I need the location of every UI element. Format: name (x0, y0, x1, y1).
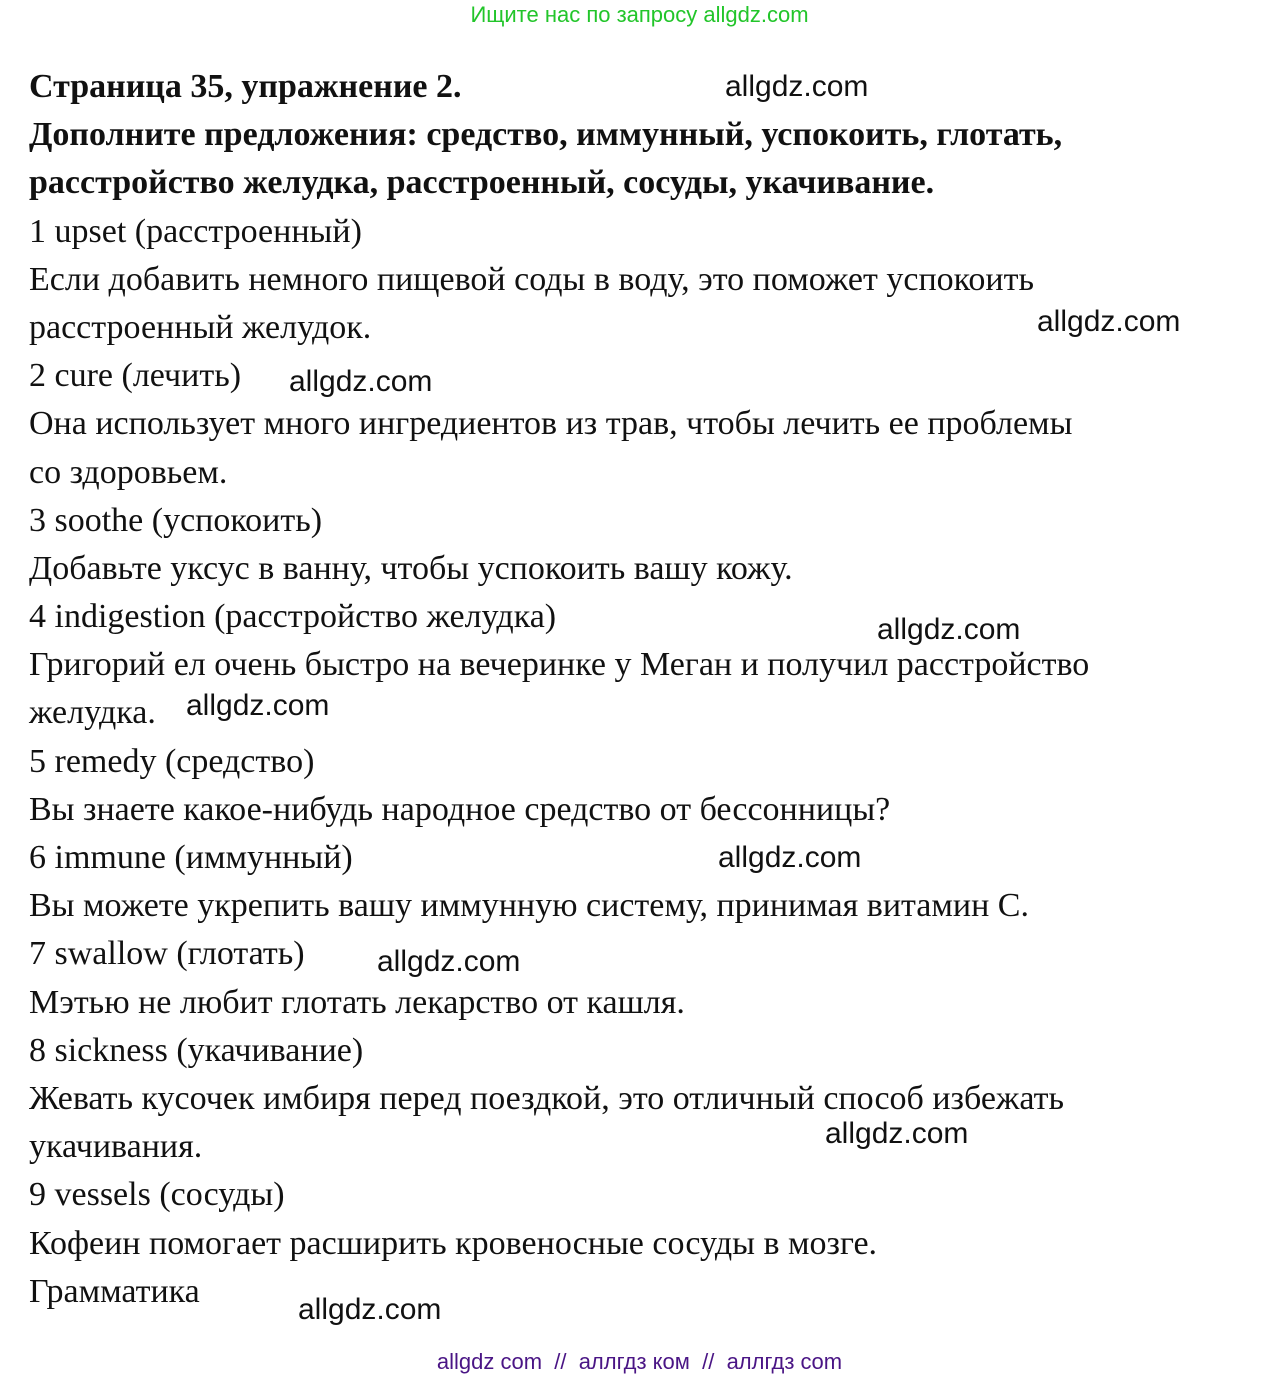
watermark: allgdz.com (186, 689, 330, 722)
watermark: allgdz.com (377, 945, 521, 978)
text-line: Вы можете укрепить вашу иммунную систему, принимая витамин C. (29, 887, 1029, 925)
heading-line: Дополните предложения: средство, иммунный, успокоить, глотать, (29, 116, 1063, 154)
text-line: 7 swallow (глотать) (29, 935, 305, 973)
text-line: со здоровьем. (29, 453, 228, 491)
watermark: allgdz.com (1037, 305, 1181, 338)
top-banner-link[interactable]: Ищите нас по запросу allgdz.com (470, 2, 809, 27)
text-line: 1 upset (расстроенный) (29, 212, 362, 250)
footer-links[interactable]: allgdz com // аллгдз ком // аллгдз com (436, 1349, 843, 1374)
text-line: Грамматика (29, 1272, 200, 1310)
text-line: Жевать кусочек имбиря перед поездкой, это отличный способ избежать (29, 1079, 1064, 1117)
text-line: Если добавить немного пищевой соды в воду, это поможет успокоить (29, 260, 1034, 298)
text-line: Вы знаете какое-нибудь народное средство от бессонницы? (29, 790, 891, 828)
text-line: Кофеин помогает расширить кровеносные сосуды в мозге. (29, 1224, 878, 1262)
watermark: allgdz.com (725, 70, 869, 103)
text-line: 5 remedy (средство) (29, 742, 315, 780)
watermark: allgdz.com (825, 1117, 969, 1150)
watermark: allgdz.com (718, 841, 862, 874)
text-line: 4 indigestion (расстройство желудка) (29, 598, 557, 636)
text-line: 2 cure (лечить) (29, 357, 242, 395)
watermark: allgdz.com (877, 613, 1021, 646)
text-line: 6 immune (иммунный) (29, 839, 353, 876)
text-line: 3 soothe (успокоить) (29, 501, 323, 539)
text-line: Она использует много ингредиентов из трав, чтобы лечить ее проблемы (29, 405, 1073, 443)
text-line: Мэтью не любит глотать лекарство от кашля. (29, 983, 685, 1021)
heading-line: расстройство желудка, расстроенный, сосуды, укачивание. (29, 164, 935, 202)
heading-line: Страница 35, упражнение 2. (29, 68, 462, 105)
text-line: Григорий ел очень быстро на вечеринке у Меган и получил расстройство (29, 646, 1090, 684)
text-line: 9 vessels (сосуды) (29, 1176, 285, 1214)
text-line: укачивания. (29, 1128, 203, 1166)
watermark: allgdz.com (289, 365, 433, 398)
text-line: 8 sickness (укачивание) (29, 1031, 364, 1069)
watermark: allgdz.com (298, 1293, 442, 1326)
text-line: желудка. (29, 694, 156, 732)
text-line: Добавьте уксус в ванну, чтобы успокоить вашу кожу. (29, 549, 793, 587)
text-line: расстроенный желудок. (29, 308, 372, 346)
